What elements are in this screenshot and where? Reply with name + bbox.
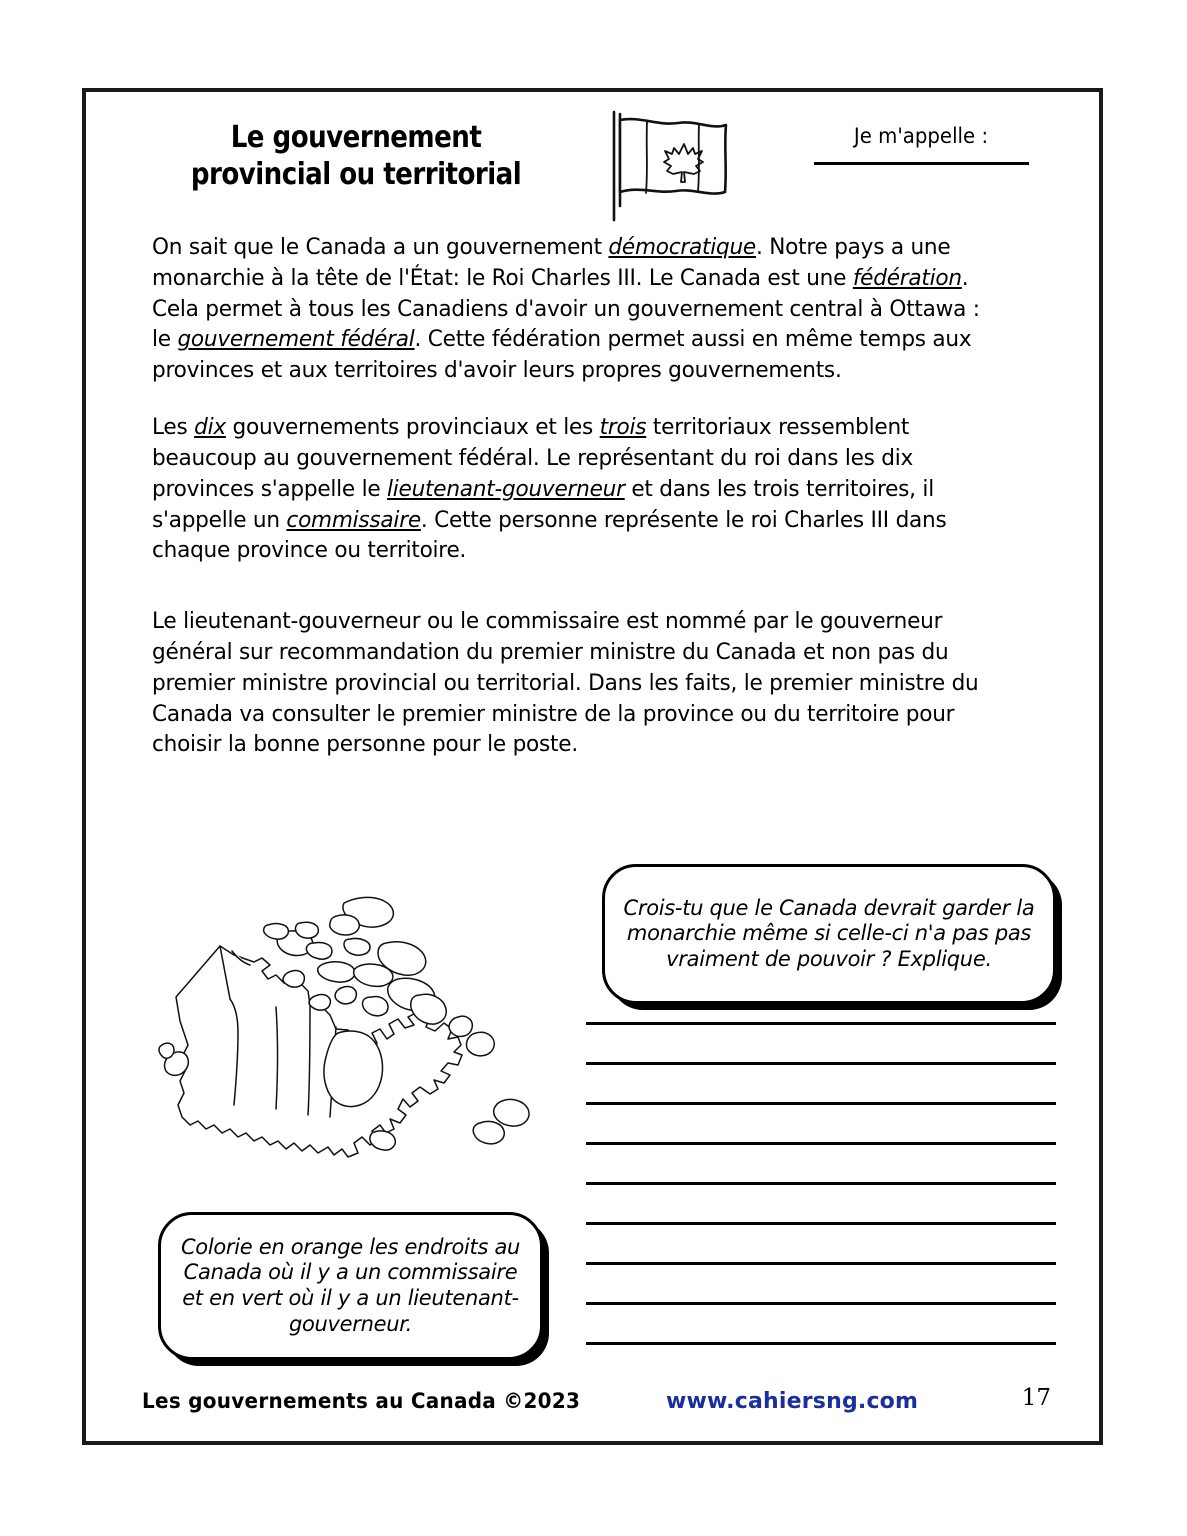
answer-line[interactable] [586, 1342, 1056, 1345]
color-instruction-text: Colorie en orange les endroits au Canada où il y a un commissaire et en vert où il y a un lieutenant-gouverneur. [180, 1234, 521, 1336]
term-dix: dix [194, 414, 226, 441]
paragraph-2 [152, 412, 997, 566]
answer-line[interactable] [586, 1142, 1056, 1145]
p1-segment-1: On sait que le Canada a un gouvernement [152, 234, 609, 260]
answer-line[interactable] [586, 1302, 1056, 1305]
answer-lines[interactable] [586, 1022, 1056, 1345]
term-gouvernement-federal: gouvernement fédéral [177, 326, 415, 353]
page-title-line-2: provincial ou territorial [190, 156, 522, 192]
term-federation: fédération [852, 264, 962, 291]
p1-segment-4: . Cette fédération permet aussi en même temps aux provinces et aux territoires d'avoir leurs propres gouvernements. [152, 326, 972, 384]
answer-line[interactable] [586, 1022, 1056, 1025]
p2-segment-1: Les [152, 414, 195, 441]
page-footer [86, 1385, 1099, 1425]
p2-segment-2: gouvernements provinciaux et les [225, 414, 600, 441]
p2-segment-3: territoriaux ressemblent beaucoup au gouvernement fédéral. Le représentant du roi dans les dix provinces s'appelle le [152, 414, 914, 502]
p2-segment-4: et dans les trois territoires, il s'appelle un [152, 475, 934, 533]
page-header [86, 92, 1099, 217]
student-name-field[interactable] [786, 124, 1056, 165]
p1-segment-2: . Notre pays a une monarchie à la tête de l'État: le Roi Charles III. Le Canada est une [152, 234, 951, 291]
page-title [146, 120, 566, 193]
answer-line[interactable] [586, 1102, 1056, 1105]
term-commissaire: commissaire [286, 506, 421, 533]
paragraph-1 [152, 232, 997, 386]
p1-segment-3: . Cela permet à tous les Canadiens d'avoir un gouvernement central à Ottawa : le [152, 264, 980, 353]
footer-credit: Les gouvernements au Canada ©2023 [142, 1389, 581, 1413]
answer-line[interactable] [586, 1222, 1056, 1225]
term-lieutenant-gouverneur: lieutenant-gouverneur [387, 475, 625, 502]
term-trois: trois [599, 414, 647, 441]
color-instruction-bubble [158, 1212, 543, 1360]
footer-url[interactable]: www.cahiersng.com [666, 1389, 919, 1414]
canada-flag-icon [596, 106, 736, 226]
lesson-text [152, 232, 1032, 786]
answer-line[interactable] [586, 1062, 1056, 1065]
answer-line[interactable] [586, 1182, 1056, 1185]
student-name-line[interactable] [814, 162, 1029, 165]
p2-segment-5: . Cette personne représente le roi Charles III dans chaque province ou territoire. [152, 506, 947, 564]
answer-line[interactable] [586, 1262, 1056, 1265]
canada-outline-map[interactable] [158, 887, 558, 1207]
page-number: 17 [1021, 1385, 1051, 1411]
page-title-line-1: Le gouvernement [230, 120, 482, 155]
paragraph-3: Le lieutenant-gouverneur ou le commissaire est nommé par le gouverneur général sur recommandation du premier ministre du Canada et non pas du premier ministre provincial ou territorial. Dans les faits, le premier ministre du Canada va consulter le premier ministre de la province ou du territoire pour choisir la bonne personne pour le poste. [152, 608, 979, 758]
question-bubble-text: Crois-tu que le Canada devrait garder la monarchie même si celle-ci n'a pas pas vraiment de pouvoir ? Explique. [623, 895, 1035, 971]
term-democratique: démocratique [608, 234, 756, 260]
question-bubble [602, 864, 1056, 1004]
student-name-label: Je m'appelle : [853, 124, 989, 148]
worksheet-page [82, 88, 1103, 1445]
